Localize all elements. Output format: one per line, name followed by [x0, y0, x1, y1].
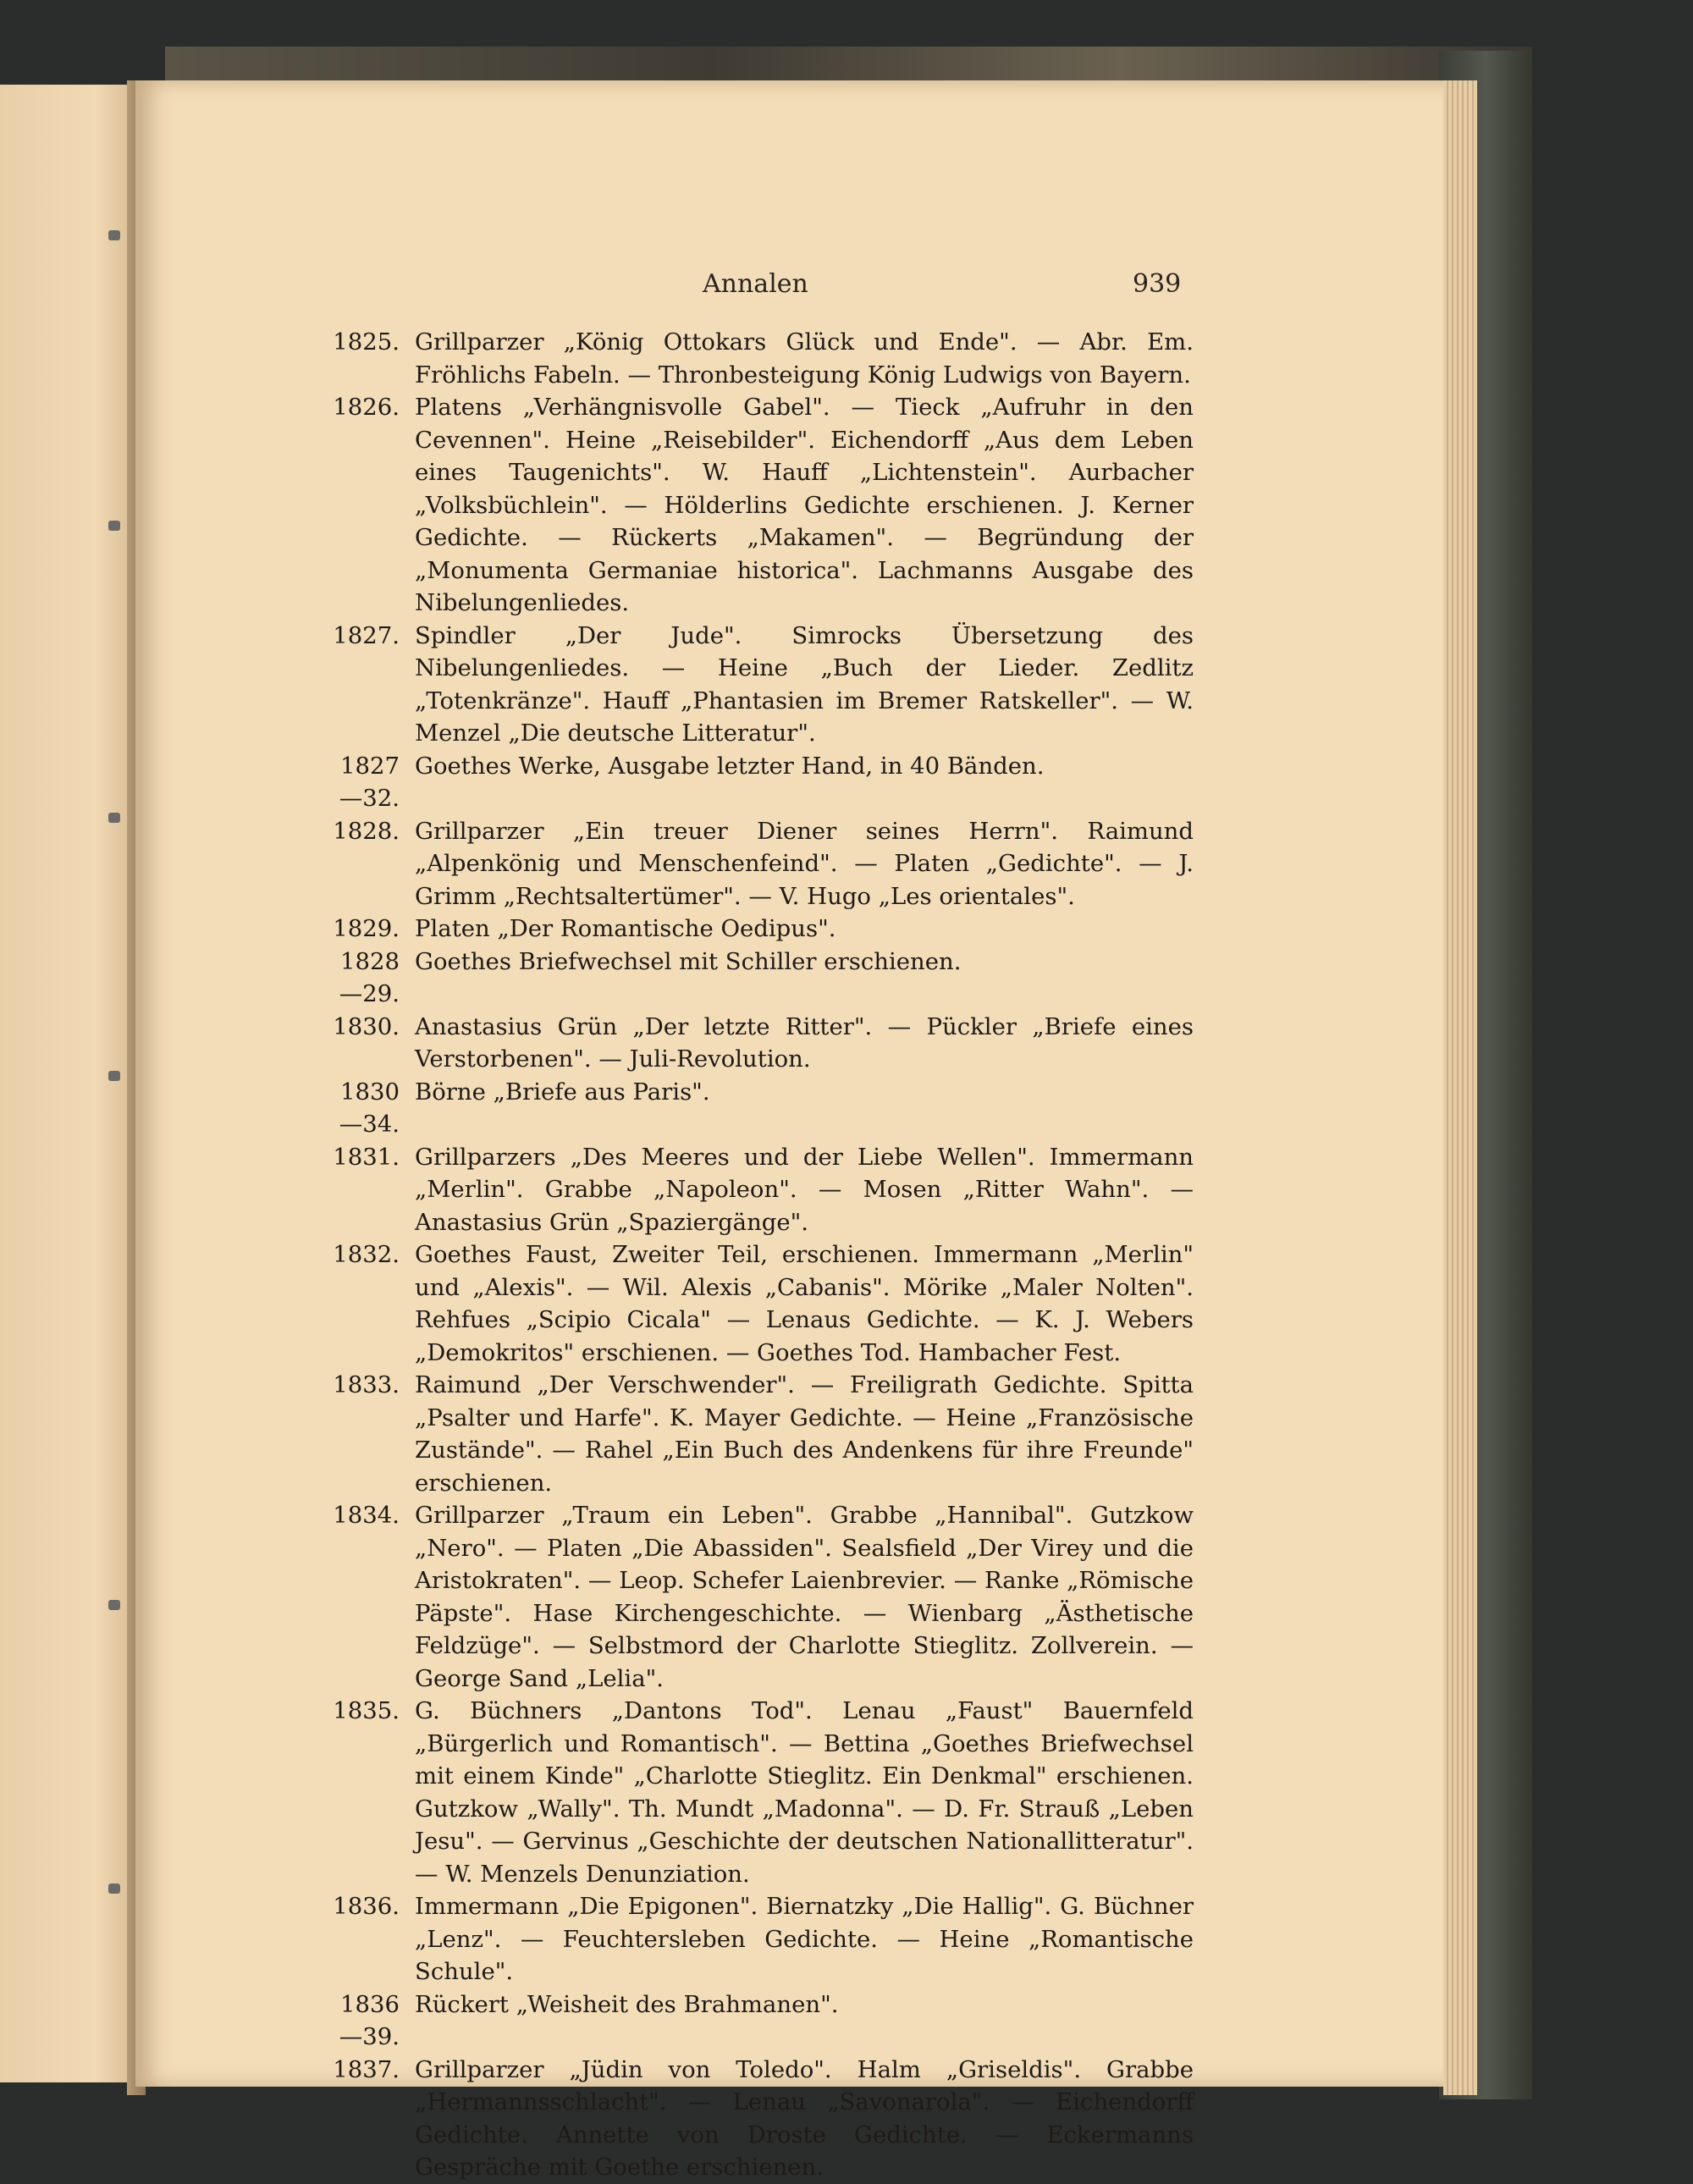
entry-year: 1830.: [333, 1012, 400, 1040]
entry-year: 1828.: [333, 817, 400, 845]
entry-year: 1836—39.: [339, 1990, 400, 2050]
page-stack-edges: [1443, 80, 1477, 2095]
entry-text: Platen „Der Romantische Oedipus".: [415, 915, 836, 942]
annal-entry: [322, 1499, 1194, 1695]
entry-year: 1834.: [333, 1502, 400, 1529]
binding-stitch: [108, 1883, 120, 1894]
entry-year: 1827.: [333, 621, 400, 649]
entry-text: Immermann „Die Epigonen". Biernatzky „Die Hallig". G. Büchner „Lenz". — Feuchtersleben Gedichte. — Heine „Romantische Schule".: [415, 1893, 1194, 1985]
annal-entry: [322, 1141, 1194, 1239]
entry-text: Goethes Briefwechsel mit Schiller erschienen.: [415, 947, 962, 975]
entry-text: Grillparzer „Jüdin von Toledo". Halm „Griseldis". Grabbe „Hermannsschlacht". — Lenau „Savonarola". — Eichendorff Gedichte. Annette von Droste Gedichte. — Eckermanns Gespräche mit Goethe erschienen.: [415, 2055, 1194, 2181]
page-number: 939: [1133, 269, 1182, 299]
entry-year: 1827—32.: [339, 752, 400, 812]
entry-text: Platens „Verhängnisvolle Gabel". — Tieck „Aufruhr in den Cevennen". Heine „Reisebilder". Eichendorff „Aus dem Leben eines Taugenichts". W. Hauff „Lichtenstein". Aurbacher „Volksbüchlein". — Hölderlins Gedichte erschienen. J. Kerner Gedichte. — Rückerts „Makamen". — Begründung der „Monumenta Germaniae historica". Lachmanns Ausgabe des Nibelungenliedes.: [415, 394, 1194, 616]
entry-text: Goethes Werke, Ausgabe letzter Hand, in 40 Bänden.: [415, 752, 1045, 780]
entry-text: Grillparzer „Ein treuer Diener seines Herrn". Raimund „Alpenkönig und Menschenfeind". — Platen „Gedichte". — J. Grimm „Rechtsaltertümer". — V. Hugo „Les orientales".: [415, 817, 1194, 910]
entry-text: Grillparzer „Traum ein Leben". Grabbe „Hannibal". Gutzkow „Nero". — Platen „Die Abassiden". Sealsfield „Der Virey und die Aristokraten". — Leop. Schefer Laienbrevier. — Ranke „Römische Päpste". Hase Kirchengeschichte. — Wienbarg „Ästhetische Feldzüge". — Selbstmord der Charlotte Stieglitz. Zollverein. — George Sand „Lelia".: [415, 1502, 1194, 1692]
entry-year: 1836.: [333, 1893, 400, 1920]
binding-stitch: [108, 230, 120, 240]
annal-entry: [322, 913, 1194, 946]
annal-entry: [322, 1988, 1194, 2054]
entry-text: G. Büchners „Dantons Tod". Lenau „Faust" Bauernfeld „Bürgerlich und Romantisch". — Bettina „Goethes Briefwechsel mit einem Kinde" „Charlotte Stieglitz. Ein Denkmal" erschienen. Gutzkow „Wally". Th. Mundt „Madonna". — D. Fr. Strauß „Leben Jesu". — Gervinus „Geschichte der deutschen Nationallitteratur". — W. Menzels Denunziation.: [415, 1697, 1194, 1888]
annal-entry: [322, 2054, 1194, 2184]
annal-entry: [322, 391, 1194, 620]
annal-entry: [322, 1238, 1194, 1369]
annal-entry: [322, 620, 1194, 750]
annals-entries: [322, 326, 1194, 2184]
entry-year: 1825.: [333, 328, 400, 356]
entry-text: Rückert „Weisheit des Brahmanen".: [415, 1990, 839, 2018]
entry-year: 1826.: [333, 394, 400, 421]
entry-year: 1829.: [333, 915, 400, 942]
entry-year: 1835.: [333, 1697, 400, 1724]
annal-entry: [322, 946, 1194, 1011]
annal-entry: [322, 1011, 1194, 1076]
annal-entry: [322, 1890, 1194, 1988]
binding-stitch: [108, 521, 120, 531]
entry-text: Raimund „Der Verschwender". — Freiligrath Gedichte. Spitta „Psalter und Harfe". K. Mayer Gedichte. — Heine „Französische Zustände". — Rahel „Ein Buch des Andenkens für ihre Freunde" erschienen.: [415, 1371, 1194, 1497]
annal-entry: [322, 326, 1194, 391]
entry-text: Anastasius Grün „Der letzte Ritter". — Pückler „Briefe eines Verstorbenen". — Juli-Revolution.: [415, 1012, 1194, 1073]
entry-year: 1828—29.: [339, 947, 400, 1007]
annal-entry: [322, 750, 1194, 815]
annal-entry: [322, 1076, 1194, 1141]
entry-year: 1832.: [333, 1241, 400, 1268]
annal-entry: [322, 815, 1194, 913]
left-page-edge: [0, 85, 135, 2082]
binding-stitch: [108, 1071, 120, 1081]
entry-year: 1830—34.: [339, 1078, 400, 1138]
running-title: Annalen: [703, 269, 808, 299]
binding-stitch: [108, 1600, 120, 1610]
entry-year: 1837.: [333, 2055, 400, 2083]
entry-year: 1831.: [333, 1143, 400, 1171]
entry-text: Goethes Faust, Zweiter Teil, erschienen. Immermann „Merlin" und „Alexis". — Wil. Alexis „Cabanis". Mörike „Maler Nolten". Rehfues „Scipio Cicala" — Lenaus Gedichte. — K. J. Webers „Demokritos" erschienen. — Goethes Tod. Hambacher Fest.: [415, 1241, 1194, 1366]
entry-text: Grillparzer „König Ottokars Glück und Ende". — Abr. Em. Fröhlichs Fabeln. — Thronbesteigung König Ludwigs von Bayern.: [415, 328, 1194, 389]
annal-entry: [322, 1695, 1194, 1890]
entry-text: Börne „Briefe aus Paris".: [415, 1078, 710, 1106]
entry-text: Spindler „Der Jude". Simrocks Übersetzung des Nibelungenliedes. — Heine „Buch der Lieder. Zedlitz „Totenkränze". Hauff „Phantasien im Bremer Ratskeller". — W. Menzel „Die deutsche Litteratur".: [415, 621, 1194, 747]
annal-entry: [322, 1369, 1194, 1499]
entry-year: 1833.: [333, 1371, 400, 1398]
entry-text: Grillparzers „Des Meeres und der Liebe Wellen". Immermann „Merlin". Grabbe „Napoleon". — Mosen „Ritter Wahn". — Anastasius Grün „Spaziergänge".: [415, 1143, 1194, 1236]
binding-stitch: [108, 813, 120, 823]
